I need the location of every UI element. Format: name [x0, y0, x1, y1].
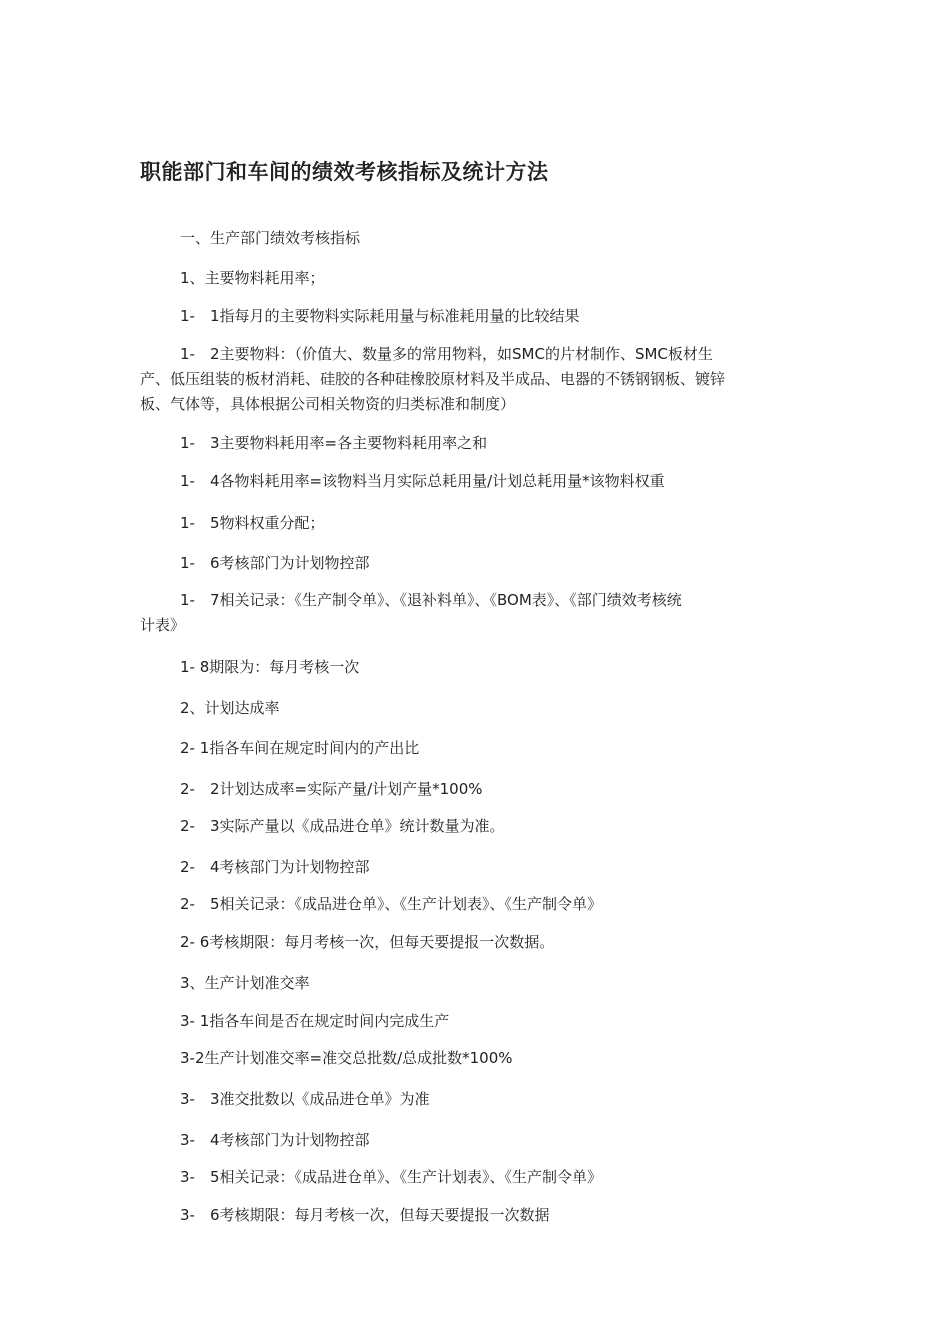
- text-line: 2- 4考核部门为计划物控部: [180, 858, 370, 876]
- text-line: 1- 6考核部门为计划物控部: [180, 554, 370, 572]
- section-heading-1: 一、生产部门绩效考核指标: [180, 229, 361, 247]
- text-paragraph: [140, 588, 820, 638]
- text-line: 1- 3主要物料耗用率=各主要物料耗用率之和: [180, 434, 488, 452]
- text-line: 2- 6考核期限：每月考核一次，但每天要提报一次数据。: [180, 933, 555, 951]
- item-heading-2: 2、计划达成率: [180, 699, 280, 717]
- paragraph-line: 板、气体等，具体根据公司相关物资的归类标准和制度）: [140, 395, 516, 413]
- item-heading-1: 1、主要物料耗用率；: [180, 269, 325, 287]
- text-line: 2- 1指各车间在规定时间内的产出比: [180, 739, 420, 757]
- text-line: 2- 5相关记录：《成品进仓单》、《生产计划表》、《生产制令单》: [180, 895, 603, 913]
- text-line: 3- 5相关记录：《成品进仓单》、《生产计划表》、《生产制令单》: [180, 1168, 603, 1186]
- document-title: 职能部门和车间的绩效考核指标及统计方法: [140, 160, 549, 184]
- text-line: 1- 4各物料耗用率=该物料当月实际总耗用量/计划总耗用量*该物料权重: [180, 472, 665, 490]
- paragraph-line: 计表》: [140, 616, 186, 634]
- text-line: 3- 1指各车间是否在规定时间内完成生产: [180, 1012, 450, 1030]
- item-heading-3: 3、生产计划准交率: [180, 974, 310, 992]
- text-paragraph: [140, 342, 820, 417]
- text-line: 3- 4考核部门为计划物控部: [180, 1131, 370, 1149]
- text-line: 1- 5物料权重分配；: [180, 514, 325, 532]
- text-line: 1- 1指每月的主要物料实际耗用量与标准耗用量的比较结果: [180, 307, 580, 325]
- text-line: 1- 8期限为：每月考核一次: [180, 658, 360, 676]
- paragraph-line: 1- 7相关记录：《生产制令单》、《退补料单》、《BOM表》、《部门绩效考核统: [180, 591, 682, 609]
- paragraph-line: 1- 2主要物料：（价值大、数量多的常用物料，如SMC的片材制作、SMC板材生: [180, 345, 713, 363]
- text-line: 2- 3实际产量以《成品进仓单》统计数量为准。: [180, 817, 505, 835]
- paragraph-line: 产、低压组装的板材消耗、硅胶的各种硅橡胶原材料及半成品、电器的不锈钢钢板、镀锌: [140, 370, 726, 388]
- text-line: 3-2生产计划准交率=准交总批数/总成批数*100%: [180, 1049, 513, 1067]
- text-line: 3- 6考核期限：每月考核一次，但每天要提报一次数据: [180, 1206, 550, 1224]
- text-line: 3- 3准交批数以《成品进仓单》为准: [180, 1090, 430, 1108]
- text-line: 2- 2计划达成率=实际产量/计划产量*100%: [180, 780, 483, 798]
